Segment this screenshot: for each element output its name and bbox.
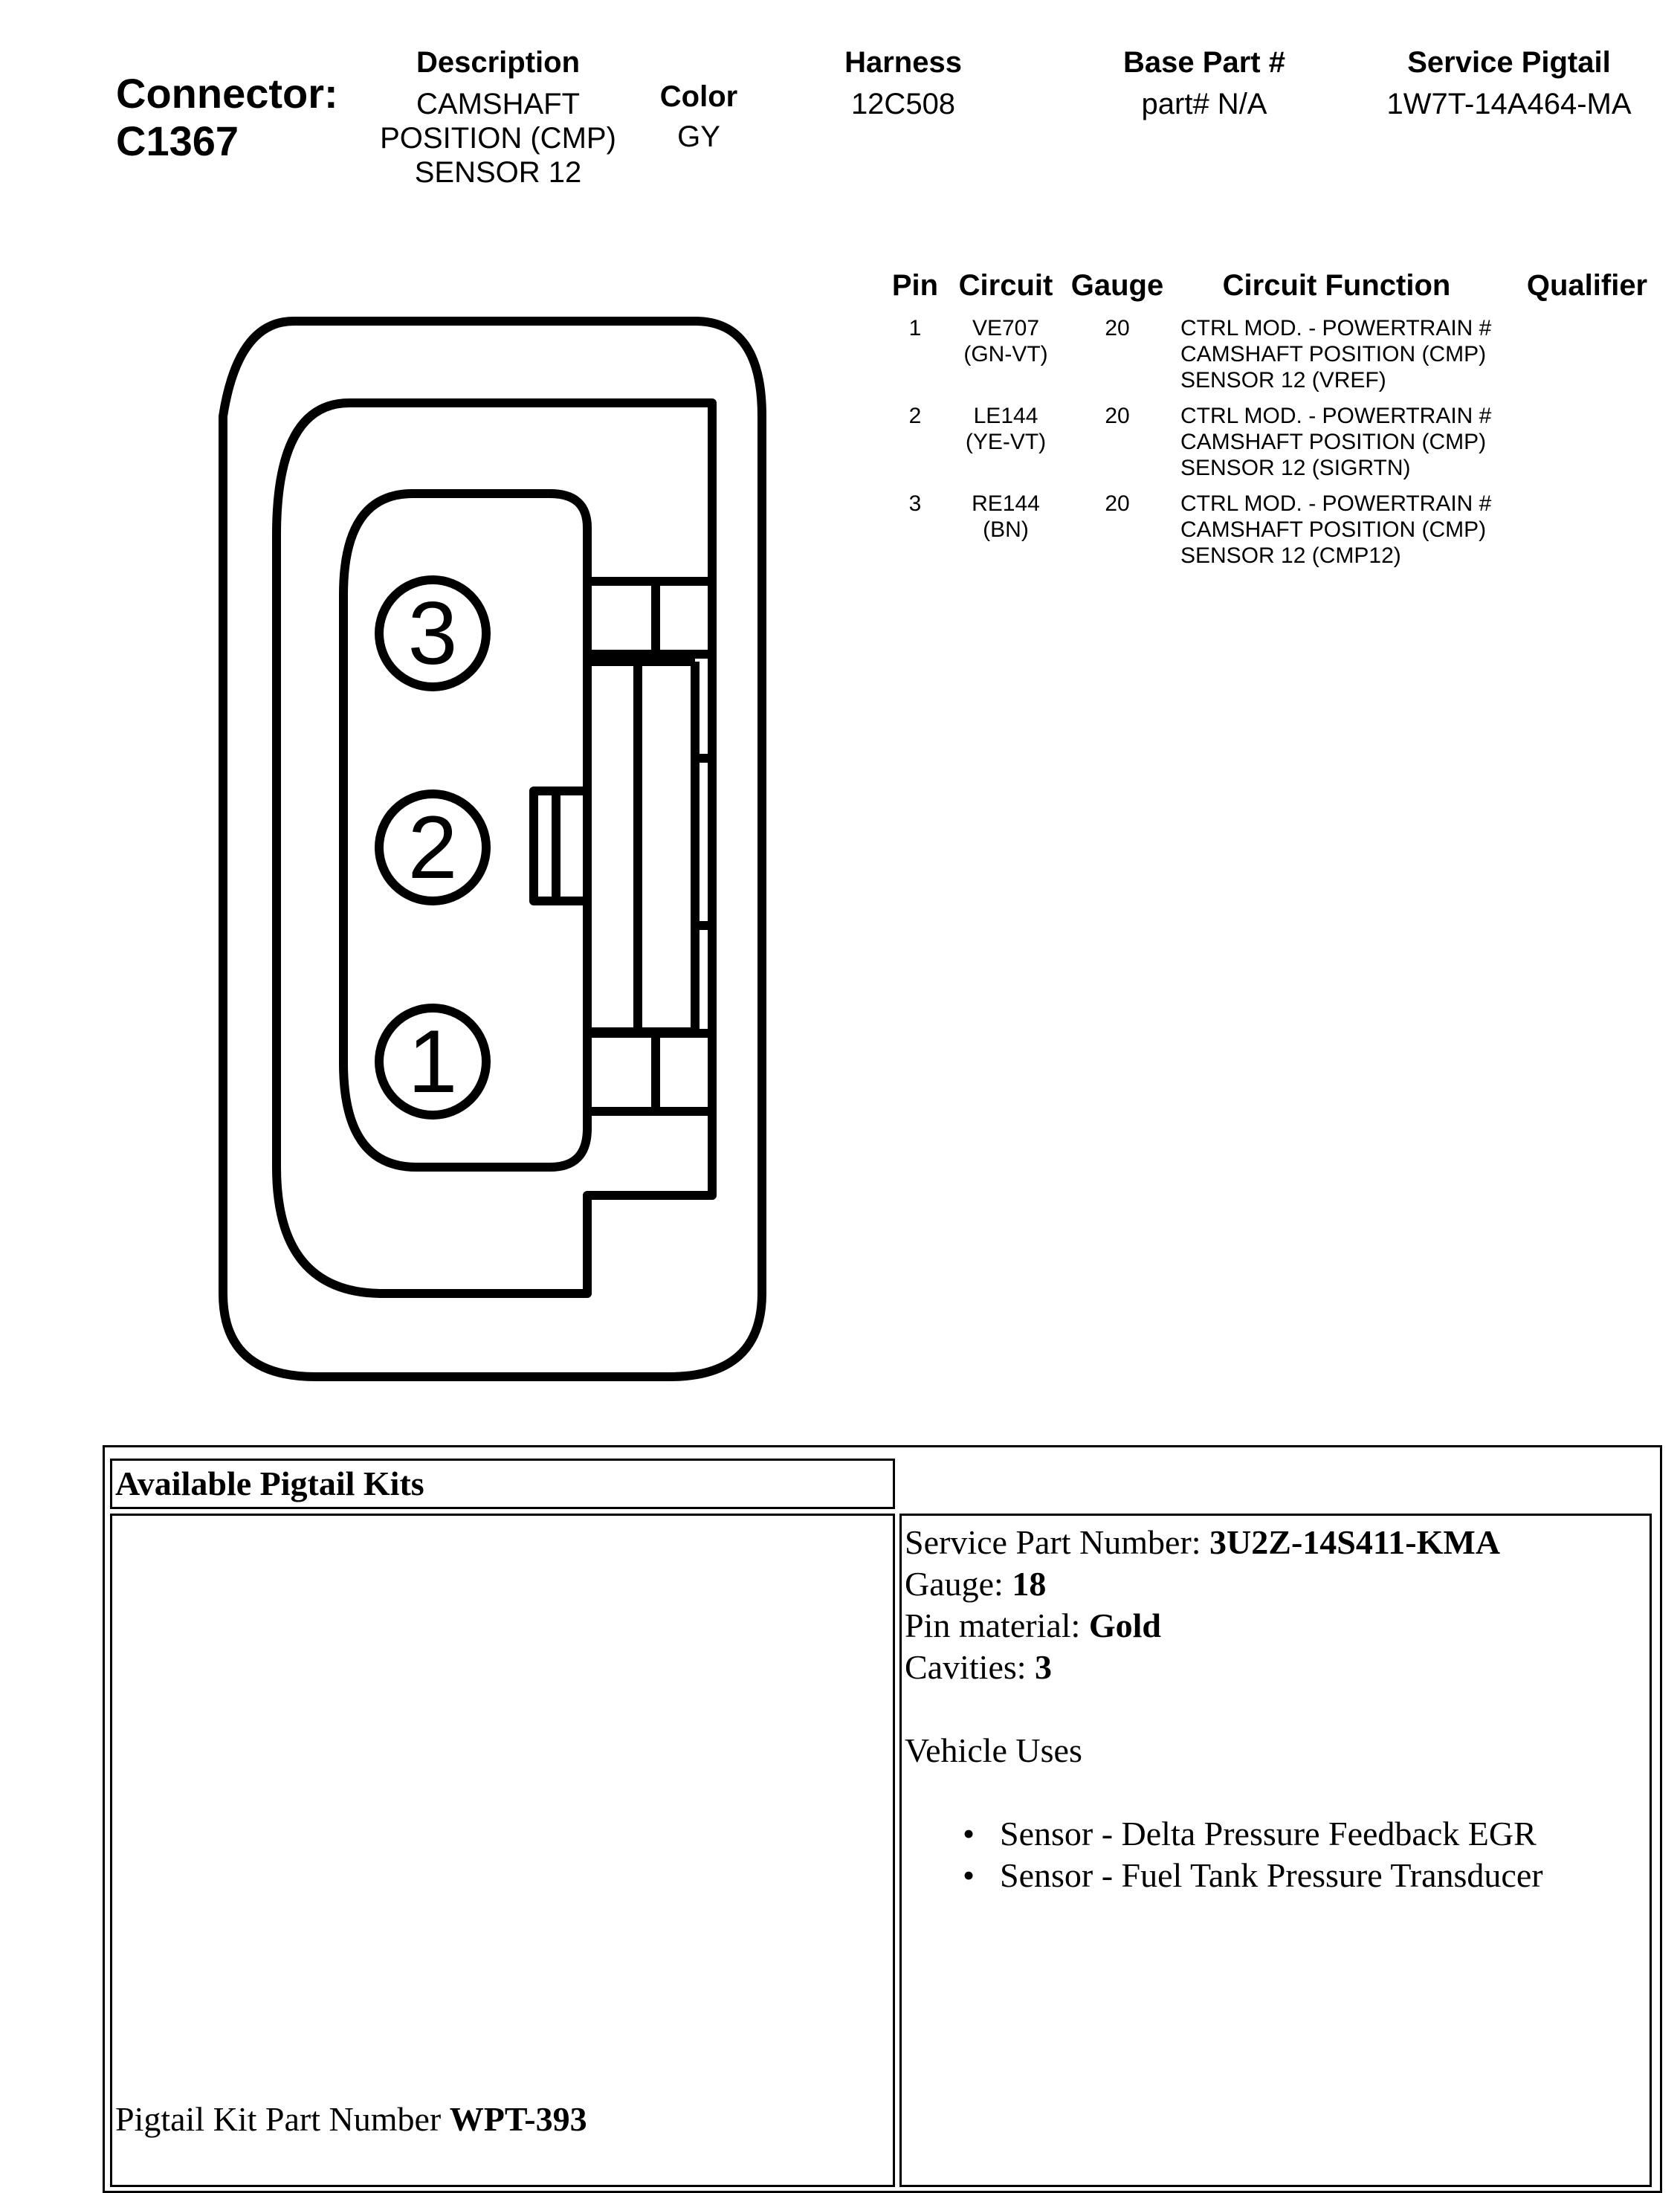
description-line: CAMSHAFT (416, 88, 580, 120)
lower-latch-tab (587, 1033, 712, 1111)
pin-material-label: Pin material: (905, 1606, 1089, 1644)
cavities-value: 3 (1035, 1648, 1053, 1686)
circuit-id: RE144 (972, 491, 1040, 516)
pin-material-value: Gold (1088, 1606, 1161, 1644)
function-line: SENSOR 12 (VREF) (1180, 368, 1386, 393)
pin-1-number: 1 (407, 1012, 458, 1111)
service-part-number (905, 1522, 1650, 1563)
cavities-label: Cavities: (905, 1648, 1036, 1686)
qualifier-header: Qualifier (1526, 269, 1648, 302)
description-line: POSITION (CMP) (380, 122, 616, 155)
function-line: CAMSHAFT POSITION (CMP) (1180, 342, 1487, 366)
connector-label: Connector: (116, 70, 338, 117)
pin-cell: 1 (908, 316, 922, 340)
function-line: CAMSHAFT POSITION (CMP) (1180, 517, 1487, 542)
pigtail-kits-title-cell (110, 1459, 895, 1509)
service-part-value: 3U2Z-14S411-KMA (1209, 1523, 1501, 1561)
connector-outer-housing (223, 321, 762, 1377)
pin-material (905, 1605, 1650, 1647)
kit-gauge-value: 18 (1012, 1565, 1047, 1603)
vehicle-uses-list (963, 1813, 1650, 1896)
service-part-label: Service Part Number: (905, 1523, 1210, 1561)
pigtail-kits-title: Available Pigtail Kits (115, 1464, 424, 1502)
color-value: GY (677, 120, 720, 153)
circuit-function-header: Circuit Function (1222, 269, 1451, 302)
kit-gauge (905, 1563, 1650, 1605)
pin-cell: 3 (908, 491, 922, 516)
connector-id: C1367 (116, 117, 239, 164)
pin-cell: 2 (908, 404, 922, 428)
function-line: SENSOR 12 (CMP12) (1180, 543, 1401, 568)
kit-gauge-label: Gauge: (905, 1565, 1012, 1603)
harness-label: Harness (844, 46, 962, 79)
upper-latch-tab (587, 581, 712, 654)
vehicle-uses-label: Vehicle Uses (905, 1731, 1082, 1769)
base-part-value: part# N/A (1141, 88, 1267, 120)
pigtail-kit-part-value: WPT-393 (449, 2100, 587, 2138)
function-line: SENSOR 12 (SIGRTN) (1180, 456, 1411, 480)
gauge-header: Gauge (1070, 269, 1164, 302)
description-line: SENSOR 12 (414, 156, 582, 189)
pigtail-kit-part-number (115, 2099, 587, 2140)
pigtail-kit-details (902, 1516, 1650, 1896)
pin-header: Pin (891, 269, 939, 302)
description-label: Description (416, 46, 581, 79)
circuit-id: LE144 (973, 404, 1038, 428)
gauge-cell: 20 (1105, 316, 1130, 340)
pin-3-number: 3 (407, 584, 458, 683)
cavities (905, 1647, 1650, 1688)
function-line: CTRL MOD. - POWERTRAIN # (1180, 491, 1492, 516)
service-pigtail-value: 1W7T-14A464-MA (1386, 88, 1632, 120)
circuit-color: (BN) (983, 517, 1029, 542)
function-line: CTRL MOD. - POWERTRAIN # (1180, 404, 1492, 428)
gauge-cell: 20 (1105, 491, 1130, 516)
base-part-label: Base Part # (1123, 46, 1285, 79)
harness-value: 12C508 (850, 88, 956, 120)
circuit-id: VE707 (972, 316, 1040, 340)
function-line: CTRL MOD. - POWERTRAIN # (1180, 316, 1492, 340)
function-line: CAMSHAFT POSITION (CMP) (1180, 430, 1487, 454)
color-label: Color (659, 80, 738, 113)
pin-2-number: 2 (407, 798, 458, 897)
vehicle-use-item: • Sensor - Delta Pressure Feedback EGR (963, 1813, 1650, 1855)
pigtail-kit-part-label: Pigtail Kit Part Number (115, 2100, 450, 2138)
circuit-color: (YE-VT) (965, 430, 1047, 454)
pigtail-kit-image-cell (110, 1514, 895, 2187)
vehicle-use-item: • Sensor - Fuel Tank Pressure Transducer (963, 1855, 1650, 1896)
pigtail-kit-details-cell (899, 1514, 1652, 2187)
gauge-cell: 20 (1105, 404, 1130, 428)
service-pigtail-label: Service Pigtail (1407, 46, 1611, 79)
circuit-header: Circuit (958, 269, 1053, 302)
circuit-color: (GN-VT) (963, 342, 1048, 366)
